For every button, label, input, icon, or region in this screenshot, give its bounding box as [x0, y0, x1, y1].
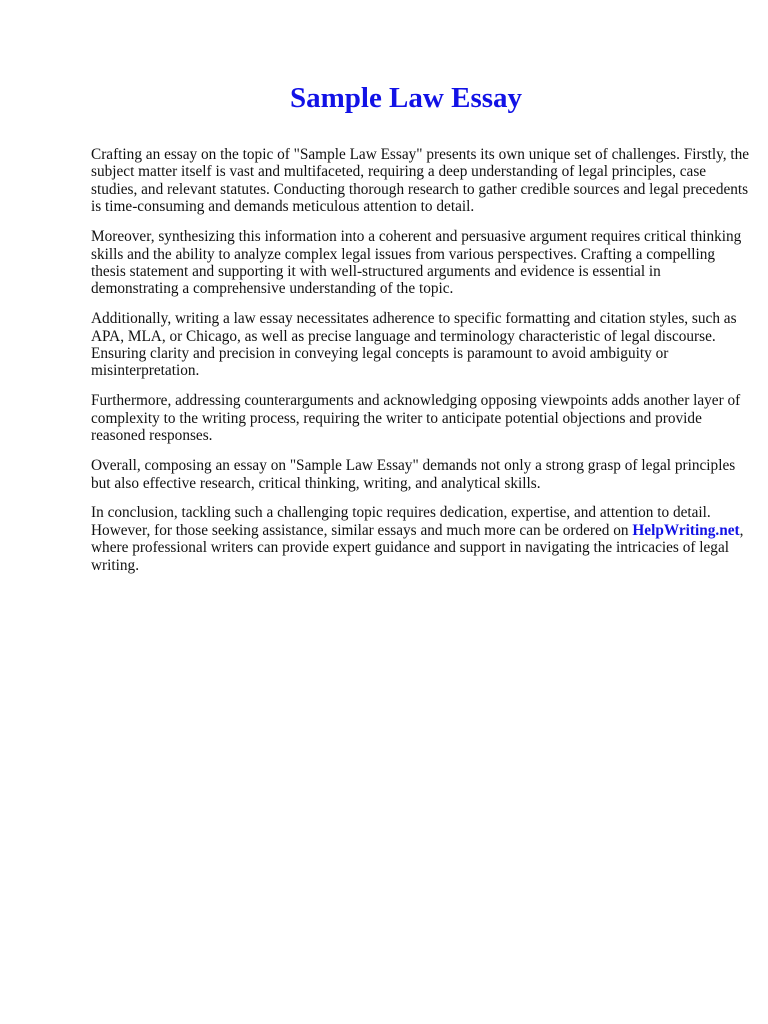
document-title: Sample Law Essay — [289, 82, 523, 114]
document-body — [91, 146, 751, 587]
paragraph-conclusion — [91, 504, 751, 574]
paragraph-synthesis: Moreover, synthesizing this information into a coherent and persuasive argument requires critical thinking skills and the ability to analyze complex legal issues from various perspectives. Crafting a compelling thesis statement and supporting it with well-structured arguments and evidence is essential in demonstrating a comprehensive understanding of the topic. — [91, 228, 742, 298]
paragraph-intro: Crafting an essay on the topic of "Sample Law Essay" presents its own unique set of challenges. Firstly, the subject matter itself is vast and multifaceted, requiring a deep understanding of legal principles, case studies, and relevant statutes. Conducting thorough research to gather credible sources and legal precedents is time-consuming and demands meticulous attention to detail. — [91, 146, 750, 216]
conclusion-text-before-link: In conclusion, tackling such a challenging topic requires dedication, expertise, and attention to detail. However, for those seeking assistance, similar essays and much more can be ordered on — [91, 504, 711, 539]
helpwriting-link[interactable]: HelpWriting.net — [632, 521, 740, 539]
conclusion-text-after-link: , where professional writers can provide expert guidance and support in navigating the intricacies of legal writing. — [91, 521, 744, 574]
paragraph-overall: Overall, composing an essay on "Sample Law Essay" demands not only a strong grasp of legal principles but also effective research, critical thinking, writing, and analytical skills. — [91, 457, 736, 492]
paragraph-counterarguments: Furthermore, addressing counterarguments and acknowledging opposing viewpoints adds another layer of complexity to the writing process, requiring the writer to anticipate potential objections and provide reasoned responses. — [91, 392, 741, 445]
paragraph-formatting: Additionally, writing a law essay necessitates adherence to specific formatting and citation styles, such as APA, MLA, or Chicago, as well as precise language and terminology characteristic of legal discourse. Ensuring clarity and precision in conveying legal concepts is paramount to avoid ambiguity or misinterpretation. — [91, 310, 737, 380]
